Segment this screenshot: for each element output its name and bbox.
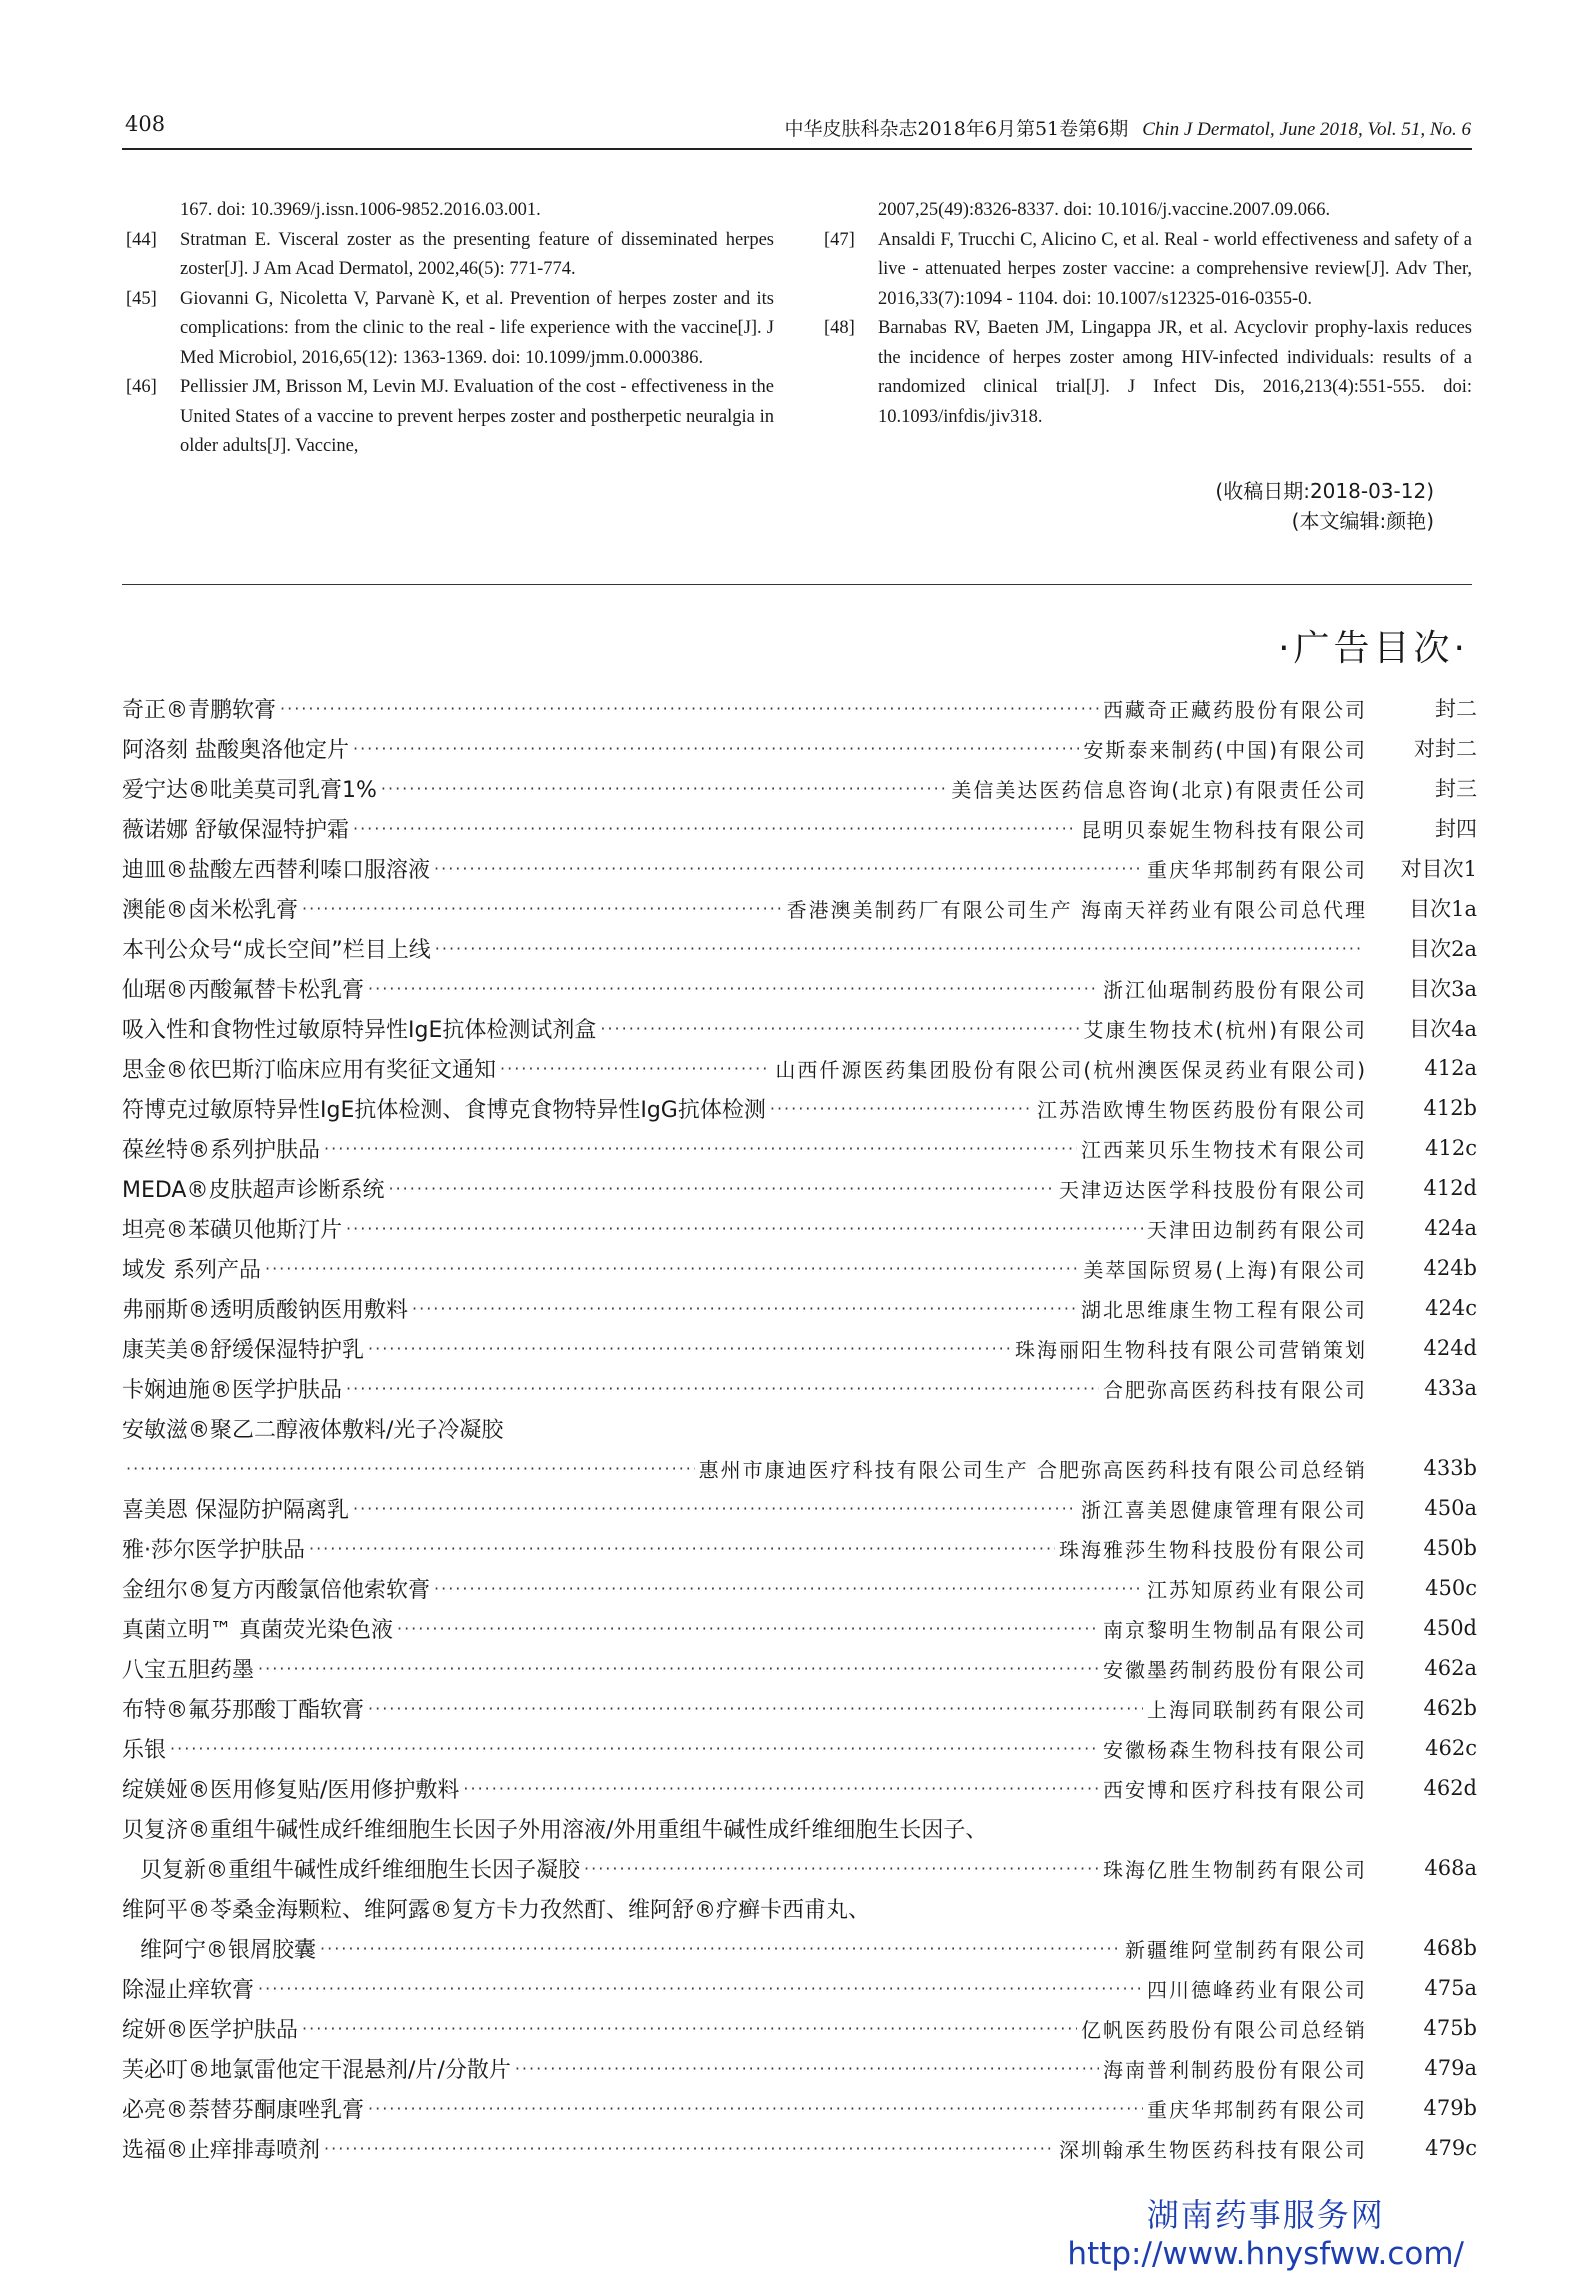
ad-company: 浙江喜美恩健康管理有限公司 [1081,1497,1367,1522]
ad-product: 布特®氟芬那酸丁酯软膏 [122,1697,365,1723]
ad-entry [122,1408,1477,1448]
ad-company: 四川德峰药业有限公司 [1147,1977,1367,2002]
ad-page: 433b [1423,1456,1477,1480]
ad-entry [122,1048,1477,1088]
references-right-column [824,196,1472,432]
leader-dots [463,1779,1099,1798]
ad-product: 卡娴迪施®医学护肤品 [122,1377,343,1403]
ad-page: 462b [1423,1696,1477,1720]
ad-product: 安敏滋®聚乙二醇液体敷料/光子冷凝胶 [122,1417,504,1443]
ad-entry [122,1208,1477,1248]
ad-page: 450b [1423,1536,1477,1560]
leader-dots [353,1499,1077,1518]
ad-entry [122,1088,1477,1128]
ad-company: 江苏浩欧博生物医药股份有限公司 [1037,1097,1367,1122]
ad-page: 对目次1 [1400,857,1477,881]
ad-company: 珠海雅莎生物科技股份有限公司 [1059,1537,1367,1562]
ad-entry [122,1168,1477,1208]
reference-text: Ansaldi F, Trucchi C, Alicino C, et al. Real - world effectiveness and safety of a live - attenuated herpes zoster vaccine: a comprehensive review[J]. Adv Ther, 2016,33(7):1094 - 1104. doi: 10.1007/s12325-016-0355-0. [878,229,1472,309]
leader-dots [346,1379,1099,1398]
ad-product: 芙必叮®地氯雷他定干混悬剂/片/分散片 [122,2057,511,2083]
reference-entry [824,196,1472,226]
reference-text: Stratman E. Visceral zoster as the presenting feature of disseminated herpes zoster[J]. J Am Acad Dermatol, 2002,46(5): 771-774. [180,229,774,279]
ad-product: 维阿宁®银屑胶囊 [140,1937,317,1963]
ad-company: 新疆维阿堂制药有限公司 [1125,1937,1367,1962]
leader-dots [258,1659,1099,1678]
ad-index-list [122,688,1477,2168]
ad-entry [122,848,1477,888]
ad-entry [122,1368,1477,1408]
ad-product: 本刊公众号“成长空间”栏目上线 [122,937,431,963]
leader-dots [346,1219,1143,1238]
reference-number: [46] [126,377,157,397]
ad-entry [122,2088,1477,2128]
ad-page: 目次3a [1409,977,1477,1001]
article-footer [1215,476,1434,536]
ad-product: 薇诺娜 舒敏保湿特护霜 [122,817,349,843]
ad-page: 479c [1425,2136,1477,2160]
ad-page: 479b [1423,2096,1477,2120]
ad-entry [122,1128,1477,1168]
ad-entry [122,888,1477,928]
ad-entry [122,1688,1477,1728]
references-left-column [126,196,774,462]
leader-dots [353,739,1079,758]
ad-company: 江苏知原药业有限公司 [1147,1577,1367,1602]
ad-entry [122,968,1477,1008]
leader-dots [309,1539,1055,1558]
ad-product: 绽媄娅®医用修复贴/医用修护敷料 [122,1777,460,1803]
ad-product: 思金®依巴斯汀临床应用有奖征文通知 [122,1057,497,1083]
reference-text: Giovanni G, Nicoletta V, Parvanè K, et al. Prevention of herpes zoster and its complications: from the clinic to the real - life experience with the vaccine[J]. J Med Microbiol, 2016,65(12): 1363-1369. doi: 10.1099/jmm.0.000386. [180,288,774,368]
leader-dots [515,2059,1099,2078]
leader-dots [500,1059,771,1078]
ad-entry [122,768,1477,808]
ad-entry [122,1288,1477,1328]
ad-page: 412d [1423,1176,1477,1200]
watermark-site-name: 湖南药事服务网 [1146,2196,1385,2234]
watermark [1067,2195,1464,2273]
ad-page: 封三 [1435,777,1477,801]
ad-company: 美萃国际贸易(上海)有限公司 [1083,1257,1367,1282]
ad-company: 珠海丽阳生物科技有限公司营销策划 [1015,1337,1367,1362]
journal-title-cn: 中华皮肤科杂志2018年6月第51卷第6期 [784,118,1129,140]
ad-company: 合肥弥高医药科技有限公司 [1103,1377,1367,1402]
leader-dots [368,979,1099,998]
ad-company: 深圳翰承生物医药科技有限公司 [1059,2137,1367,2162]
ad-product: 八宝五胆药墨 [122,1657,255,1683]
leader-dots [368,2099,1143,2118]
reference-number: [47] [824,229,855,250]
ad-page: 对封二 [1414,737,1477,761]
ad-page: 目次4a [1409,1017,1477,1041]
leader-dots [368,1699,1143,1718]
ad-entry [122,2008,1477,2048]
ad-company: 珠海亿胜生物制药有限公司 [1103,1857,1367,1882]
ad-page: 450c [1425,1576,1477,1600]
ad-page: 目次2a [1409,937,1477,961]
reference-number: [45] [126,288,157,309]
leader-dots [170,1739,1099,1758]
leader-dots [770,1099,1033,1118]
ad-product: 贝复济®重组牛碱性成纤维细胞生长因子外用溶液/外用重组牛碱性成纤维细胞生长因子、 [122,1817,988,1843]
ad-page: 479a [1424,2056,1477,2080]
leader-dots [435,939,1363,958]
ad-entry [122,1608,1477,1648]
ad-page: 450d [1423,1616,1477,1640]
ad-product: 迪皿®盐酸左西替利嗪口服溶液 [122,857,431,883]
ad-page: 412c [1425,1136,1477,1160]
ad-page: 412b [1423,1096,1477,1120]
reference-number: [48] [824,318,855,338]
ad-entry [122,688,1477,728]
ad-page: 433a [1424,1376,1477,1400]
received-date: (收稿日期:2018-03-12) [1215,479,1434,503]
editor-credit: (本文编辑:颜艳) [1291,509,1434,533]
ad-entry [122,1488,1477,1528]
ad-company: 安徽墨药制药股份有限公司 [1103,1657,1367,1682]
ad-product: 雅·莎尔医学护肤品 [122,1537,305,1563]
leader-dots [126,1459,695,1478]
ad-entry [122,1928,1477,1968]
ad-entry [122,1008,1477,1048]
ad-company: 海南普利制药股份有限公司 [1103,2057,1367,2082]
ad-company: 江西莱贝乐生物技术有限公司 [1081,1137,1367,1162]
ad-company: 重庆华邦制药有限公司 [1147,2097,1367,2122]
ad-page: 424c [1425,1296,1477,1320]
ad-page: 封二 [1435,697,1477,721]
ad-entry [122,1528,1477,1568]
ad-page: 475b [1423,2016,1477,2040]
ad-entry [122,1848,1477,1888]
ad-company: 惠州市康迪医疗科技有限公司生产 合肥弥高医药科技有限公司总经销 [698,1457,1367,1482]
ad-entry [122,2128,1477,2168]
ad-company: 上海同联制药有限公司 [1147,1697,1367,1722]
ad-company: 西安博和医疗科技有限公司 [1103,1777,1367,1802]
reference-entry [824,226,1472,315]
section-divider [122,584,1472,585]
watermark-url[interactable]: http://www.hnysfww.com/ [1067,2236,1464,2272]
ad-company: 亿帆医药股份有限公司总经销 [1081,2017,1367,2042]
leader-dots [381,779,947,798]
ad-entry [122,1808,1477,1848]
ad-entry [122,1568,1477,1608]
ad-company: 山西仟源医药集团股份有限公司(杭州澳医保灵药业有限公司) [775,1057,1367,1082]
ad-page: 424d [1423,1336,1477,1360]
leader-dots [302,2019,1077,2038]
ad-page: 462c [1425,1736,1477,1760]
ad-company: 美信美达医药信息咨询(北京)有限责任公司 [951,777,1367,802]
ad-product: 必亮®萘替芬酮康唑乳膏 [122,2097,365,2123]
leader-dots [434,859,1143,878]
ad-product: 吸入性和食物性过敏原特异性IgE抗体检测试剂盒 [122,1017,597,1043]
leader-dots [600,1019,1079,1038]
leader-dots [434,1579,1143,1598]
leader-dots [584,1859,1099,1878]
ad-product: 贝复新®重组牛碱性成纤维细胞生长因子凝胶 [140,1857,581,1883]
ad-entry [122,1768,1477,1808]
reference-entry [126,196,774,226]
ad-entry [122,1728,1477,1768]
ad-product: 除湿止痒软膏 [122,1977,255,2003]
ad-page: 424b [1423,1256,1477,1280]
ad-company: 艾康生物技术(杭州)有限公司 [1083,1017,1367,1042]
ad-company: 安斯泰来制药(中国)有限公司 [1083,737,1367,762]
ad-product: 阿洛刻 盐酸奥洛他定片 [122,737,349,763]
ad-product: 奇正®青鹏软膏 [122,697,277,723]
leader-dots [389,1179,1056,1198]
ad-entry [122,928,1477,968]
leader-dots [280,699,1099,718]
ad-company: 香港澳美制药厂有限公司生产 海南天祥药业有限公司总代理 [786,897,1367,922]
ad-product: 符博克过敏原特异性IgE抗体检测、食博克食物特异性IgG抗体检测 [122,1097,766,1123]
running-head [785,114,1472,141]
leader-dots [412,1299,1077,1318]
leader-dots [397,1619,1099,1638]
ad-company: 浙江仙琚制药股份有限公司 [1103,977,1367,1002]
ad-product: 葆丝特®系列护肤品 [122,1137,321,1163]
ad-product: 坦亮®苯磺贝他斯汀片 [122,1217,343,1243]
ad-product: 乐银 [122,1737,167,1763]
ad-product: 域发 系列产品 [122,1257,261,1283]
ad-product: 弗丽斯®透明质酸钠医用敷料 [122,1297,409,1323]
leader-dots [353,819,1077,838]
ad-company: 昆明贝泰妮生物科技有限公司 [1081,817,1367,842]
ad-entry [122,1888,1477,1928]
ad-page: 468a [1424,1856,1477,1880]
ad-company: 安徽杨森生物科技有限公司 [1103,1737,1367,1762]
reference-entry [126,226,774,285]
ad-page: 目次1a [1409,897,1477,921]
ad-page: 封四 [1435,817,1477,841]
ad-company: 湖北思维康生物工程有限公司 [1081,1297,1367,1322]
ad-page: 462a [1424,1656,1477,1680]
page-number: 408 [125,112,166,136]
ad-product: 真菌立明™ 真菌荧光染色液 [122,1617,393,1643]
leader-dots [320,1939,1121,1958]
leader-dots [324,2139,1055,2158]
ad-page: 468b [1423,1936,1477,1960]
reference-entry [126,373,774,462]
ad-company: 南京黎明生物制品有限公司 [1103,1617,1367,1642]
ad-product: 仙琚®丙酸氟替卡松乳膏 [122,977,365,1003]
reference-number: [44] [126,229,157,250]
ad-entry [122,728,1477,768]
reference-entry [824,314,1472,432]
leader-dots [368,1339,1011,1358]
ad-company: 重庆华邦制药有限公司 [1147,857,1367,882]
ad-product: 澳能®卤米松乳膏 [122,897,299,923]
ad-company: 天津田边制药有限公司 [1147,1217,1367,1242]
ad-product: 爱宁达®吡美莫司乳膏1% [122,777,377,803]
ad-company: 天津迈达医学科技股份有限公司 [1059,1177,1367,1202]
ad-company: 西藏奇正藏药股份有限公司 [1103,697,1367,722]
ad-page: 450a [1424,1496,1477,1520]
ad-product: 选福®止痒排毒喷剂 [122,2137,321,2163]
ad-entry [122,2048,1477,2088]
ad-product: 金纽尔®复方丙酸氯倍他索软膏 [122,1577,431,1603]
ad-entry [122,1328,1477,1368]
reference-text: 167. doi: 10.3969/j.issn.1006-9852.2016.03.001. [180,200,541,220]
ad-product: 绽妍®医学护肤品 [122,2017,299,2043]
ad-product: 喜美恩 保湿防护隔离乳 [122,1497,349,1523]
journal-title-en: Chin J Dermatol, June 2018, Vol. 51, No. 6 [1142,119,1471,140]
ad-entry [122,1448,1477,1488]
leader-dots [265,1259,1079,1278]
leader-dots [302,899,783,918]
ad-entry [122,1248,1477,1288]
ad-entry [122,1648,1477,1688]
ad-entry [122,1968,1477,2008]
leader-dots [258,1979,1143,1998]
ad-page: 462d [1423,1776,1477,1800]
reference-entry [126,285,774,374]
ad-index-title: ·广告目次· [1278,628,1469,669]
ad-entry [122,808,1477,848]
ad-product: 康芙美®舒缓保湿特护乳 [122,1337,365,1363]
ad-page: 475a [1424,1976,1477,2000]
reference-text: 2007,25(49):8326-8337. doi: 10.1016/j.vaccine.2007.09.066. [878,200,1331,220]
ad-product: MEDA®皮肤超声诊断系统 [122,1177,385,1203]
ad-page: 424a [1424,1216,1477,1240]
reference-text: Pellissier JM, Brisson M, Levin MJ. Evaluation of the cost - effectiveness in the United States of a vaccine to prevent herpes zoster and postherpetic neuralgia in older adults[J]. Vaccine, [180,377,774,456]
header-rule [122,148,1472,150]
ad-product: 维阿平®苓桑金海颗粒、维阿露®复方卡力孜然酊、维阿舒®疗癣卡西甫丸、 [122,1897,871,1923]
ad-page: 412a [1424,1056,1477,1080]
reference-text: Barnabas RV, Baeten JM, Lingappa JR, et al. Acyclovir prophy-laxis reduces the incidence of herpes zoster among HIV-infected individuals: results of a randomized clinical trial[J]. J Infect Dis, 2016,213(4):551-555. doi: 10.1093/infdis/jiv318. [878,318,1472,427]
leader-dots [324,1139,1077,1158]
